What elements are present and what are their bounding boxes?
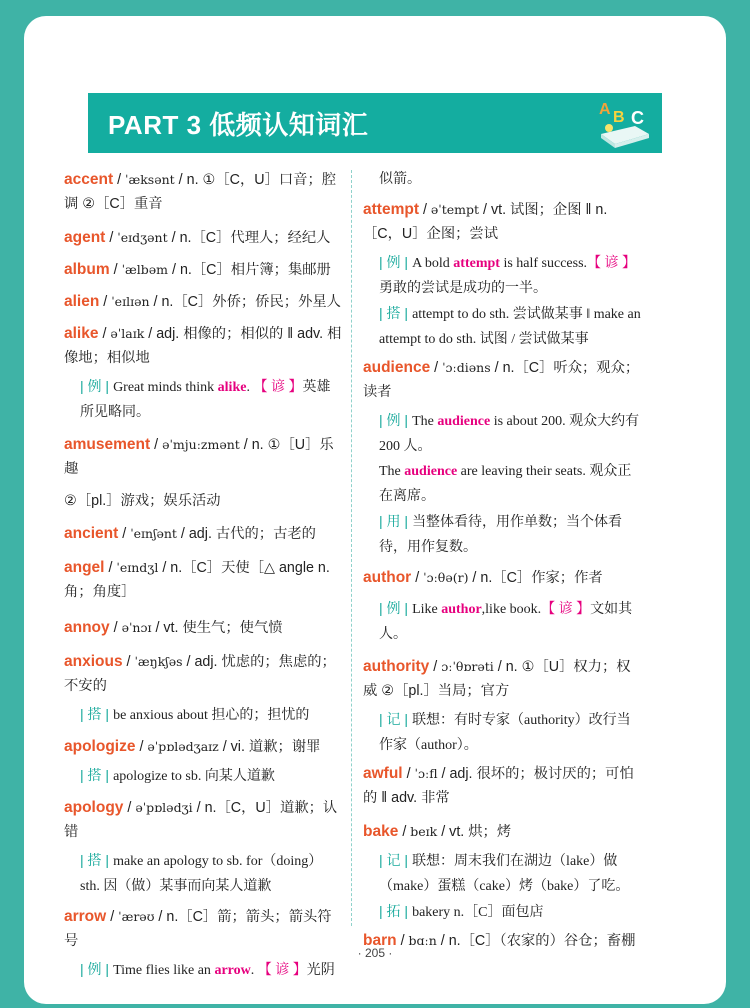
pronunciation: ɔːˈθɒrəti xyxy=(441,659,494,674)
collocation: | 搭 | be anxious about 担心的；担忧的 xyxy=(80,706,310,723)
svg-text:A: A xyxy=(599,101,611,118)
entry-attempt: attempt / əˈtempt / vt. 试图；企图 ‖ n.［C，U］企图；尝试 | 例 | A bold attempt is half success.【 谚 】勇敢的尝试是成功的一半。 | 搭 | attempt to do sth. 尝试做某事 ‖ make an attempt to do sth. 试图 / 尝试做某事 xyxy=(363,198,641,352)
definition: vi. 道歉；谢罪 xyxy=(230,739,321,755)
pronunciation: əˈpɒlədʒaɪz xyxy=(147,739,219,754)
collocation: | 搭 | apologize to sb. 向某人道歉 xyxy=(80,767,275,784)
definition: n.［C］代理人；经纪人 xyxy=(179,230,331,246)
definition: n.［C］作家；作者 xyxy=(480,570,603,586)
headword: anxious xyxy=(64,653,123,670)
pronunciation: əˈmjuːzmənt xyxy=(162,437,240,452)
example-2: The audience are leaving their seats. 观众正在离席。 xyxy=(379,464,632,504)
memory-note: | 记 | 联想：有时专家（authority）改行当作家（author）。 xyxy=(379,711,631,753)
definition: n.［C］（农家的）谷仓；畜棚 xyxy=(448,933,636,949)
definition: vt. 烘；烤 xyxy=(449,824,512,840)
headword: author xyxy=(363,569,412,586)
definition: n.［C］外侨；侨民；外星人 xyxy=(161,294,341,310)
headword: audience xyxy=(363,359,431,376)
example-tag: | 例 | xyxy=(80,378,110,394)
definition: adj. 相像的；相似的 ‖ adv. 相像地；相似地 xyxy=(64,326,342,366)
pronunciation: əˈnɔɪ xyxy=(121,620,152,635)
pronunciation: ˈærəʊ xyxy=(118,909,155,924)
definition: adj. 很坏的；极讨厌的；可怕的 ‖ adv. 非常 xyxy=(363,766,634,806)
right-column xyxy=(363,164,641,953)
example-tag: | 例 | xyxy=(379,254,409,270)
svg-text:C: C xyxy=(631,108,644,128)
collocation: | 搭 | make an apology to sb. for（doing）sth. 因（做）某事而向某人道歉 xyxy=(80,852,323,894)
definition: n. ①［U］权力；权威 ②［pl.］当局；官方 xyxy=(363,659,631,699)
entry-agent: agent / ˈeɪdʒənt / n.［C］代理人；经纪人 xyxy=(64,229,331,246)
definition: n. ①［U］乐趣 xyxy=(64,437,334,477)
pronunciation: ˈeɪnʃənt xyxy=(130,526,177,541)
example: | 例 | A bold attempt is half success.【 谚 】勇敢的尝试是成功的一半。 xyxy=(379,254,637,296)
abc-blocks-icon xyxy=(595,96,653,150)
pronunciation: ˈæŋkʃəs xyxy=(134,654,183,669)
example: | 例 | Great minds think alike. 【 谚 】英雄所见略同。 xyxy=(80,378,331,420)
entry-apologize: apologize / əˈpɒlədʒaɪz / vi. 道歉；谢罪 | 搭 | apologize to sb. 向某人道歉 xyxy=(64,735,342,789)
memory-note: | 记 | 联想：周末我们在湖边（lake）做（make）蛋糕（cake）烤（bake）了吃。 xyxy=(379,852,630,894)
extension-note: | 拓 | bakery n.［C］面包店 xyxy=(379,903,544,920)
definition: n.［C］相片簿；集邮册 xyxy=(179,262,331,278)
definition: n.［C］箭；箭头；箭头符号 xyxy=(64,909,332,949)
usage-tag: | 用 | xyxy=(379,513,409,529)
entry-author: author / ˈɔːθə(r) / n.［C］作家；作者 | 例 | Like author,like book.【 谚 】文如其人。 xyxy=(363,566,641,647)
entry-authority: authority / ɔːˈθɒrəti / n. ①［U］权力；权威 ②［pl.］当局；官方 | 记 | 联想：有时专家（authority）改行当作家（author）。 xyxy=(363,655,641,758)
headword: attempt xyxy=(363,201,419,218)
pronunciation: ˈɔːdiəns xyxy=(442,360,491,375)
definition: adj. 忧虑的；焦虑的；不安的 xyxy=(64,654,336,694)
entry-audience: audience / ˈɔːdiəns / n.［C］听众；观众；读者 | 例 | The audience is about 200. 观众大约有 200 人。 The audience are leaving their seats. 观众正在离席。 | 用 | 当整体看待，用作单数；当个体看待，用作复数。 xyxy=(363,356,641,560)
example: | 例 | The audience is about 200. 观众大约有 200 人。 xyxy=(379,412,640,454)
pronunciation: beɪk xyxy=(410,824,438,839)
proverb-tag: 【 谚 】 xyxy=(257,963,307,978)
headword: amusement xyxy=(64,436,151,453)
pronunciation: əˈpɒlədʒi xyxy=(135,800,193,815)
entry-amusement: amusement / əˈmjuːzmənt / n. ①［U］乐趣 ②［pl.］游戏；娱乐活动 xyxy=(64,433,342,513)
example: | 例 | Like author,like book.【 谚 】文如其人。 xyxy=(379,600,633,642)
page-number: · 205 · xyxy=(357,946,393,960)
headword: awful xyxy=(363,765,403,782)
section-banner xyxy=(88,93,662,153)
definition: n.［C］天使［△ angle n. 角；角度］ xyxy=(64,560,330,600)
headword: angel xyxy=(64,559,105,576)
entry-apology: apology / əˈpɒlədʒi / n.［C，U］道歉；认错 | 搭 | make an apology to sb. for（doing）sth. 因（做）某事而向某人道歉 xyxy=(64,796,342,899)
entry-anxious: anxious / ˈæŋkʃəs / adj. 忧虑的；焦虑的；不安的 | 搭 | be anxious about 担心的；担忧的 xyxy=(64,650,342,728)
headword: accent xyxy=(64,171,114,188)
headword: alike xyxy=(64,325,99,342)
memory-tag: | 记 | xyxy=(379,852,409,868)
entry-annoy: annoy / əˈnɔɪ / vt. 使生气；使气愤 xyxy=(64,619,283,636)
headword: bake xyxy=(363,823,399,840)
definition: n.［C］听众；观众；读者 xyxy=(363,360,640,400)
left-column xyxy=(64,164,342,983)
headword: apology xyxy=(64,799,124,816)
definition: n. ①［C，U］口音；腔调 ②［C］重音 xyxy=(64,172,337,212)
pronunciation: bɑːn xyxy=(408,933,437,948)
pronunciation: ˈɔːθə(r) xyxy=(423,570,469,585)
collocation-tag: | 搭 | xyxy=(80,706,110,722)
headword: annoy xyxy=(64,619,110,636)
usage-note: | 用 | 当整体看待，用作单数；当个体看待，用作复数。 xyxy=(379,513,623,555)
proverb-tag: 【 谚 】 xyxy=(253,380,303,395)
svg-text:B: B xyxy=(613,109,625,126)
definition: vt. 使生气；使气愤 xyxy=(163,620,283,636)
definition: n.［C，U］道歉；认错 xyxy=(64,800,338,840)
memory-tag: | 记 | xyxy=(379,711,409,727)
definition: adj. 古代的；古老的 xyxy=(188,526,316,542)
pronunciation: ˈeɪdʒənt xyxy=(117,230,168,245)
pronunciation: ˈælbəm xyxy=(121,262,169,277)
headword: album xyxy=(64,261,110,278)
entry-awful: awful / ˈɔːfl / adj. 很坏的；极讨厌的；可怕的 ‖ adv. 非常 xyxy=(363,765,634,806)
pronunciation: ˈæksənt xyxy=(125,172,175,187)
entry-ancient: ancient / ˈeɪnʃənt / adj. 古代的；古老的 xyxy=(64,525,316,542)
proverb-tag: 【 谚 】 xyxy=(587,256,637,271)
collocation-tag: | 搭 | xyxy=(80,852,110,868)
entry-alike: alike / əˈlaɪk / adj. 相像的；相似的 ‖ adv. 相像地；相似地 | 例 | Great minds think alike. 【 谚 】英雄所见略同。 xyxy=(64,322,342,425)
example-tag: | 例 | xyxy=(379,600,409,616)
headword: authority xyxy=(363,658,430,675)
entry-arrow: arrow / ˈærəʊ / n.［C］箭；箭头；箭头符号 | 例 | Time flies like an arrow. 【 谚 】光阴 xyxy=(64,905,342,983)
headword: ancient xyxy=(64,525,119,542)
entry-barn: barn / bɑːn / n.［C］（农家的）谷仓；畜棚 xyxy=(363,932,636,949)
headword: apologize xyxy=(64,738,136,755)
pronunciation: əˈtempt xyxy=(430,202,480,217)
definition-2: ②［pl.］游戏；娱乐活动 xyxy=(64,493,221,509)
headword: barn xyxy=(363,932,397,949)
example-tag: | 例 | xyxy=(379,412,409,428)
proverb-tag: 【 谚 】 xyxy=(541,602,591,617)
definition: vt. 试图；企图 ‖ n.［C，U］企图；尝试 xyxy=(363,202,608,242)
collocation: | 搭 | attempt to do sth. 尝试做某事 ‖ make an attempt to do sth. 试图 / 尝试做某事 xyxy=(379,305,641,347)
section-title: PART 3 低频认知词汇 xyxy=(108,110,369,140)
entry-bake: bake / beɪk / vt. 烘；烤 | 记 | 联想：周末我们在湖边（lake）做（make）蛋糕（cake）烤（bake）了吃。 | 拓 | bakery n.［C］面包店 xyxy=(363,820,641,925)
entry-accent: accent / ˈæksənt / n. ①［C，U］口音；腔调 ②［C］重音 xyxy=(64,171,337,212)
example-tag: | 例 | xyxy=(80,961,110,977)
headword: agent xyxy=(64,229,106,246)
pronunciation: ˈeɪndʒl xyxy=(116,560,159,575)
continued-text: 似箭。 xyxy=(379,172,421,187)
pronunciation: ˈɔːfl xyxy=(414,766,438,781)
entry-alien: alien / ˈeɪlɪən / n.［C］外侨；侨民；外星人 xyxy=(64,293,341,310)
pronunciation: ˈeɪlɪən xyxy=(111,294,150,309)
extension-tag: | 拓 | xyxy=(379,903,409,919)
collocation-tag: | 搭 | xyxy=(80,767,110,783)
entry-angel: angel / ˈeɪndʒl / n.［C］天使［△ angle n. 角；角度］ xyxy=(64,559,330,600)
example: | 例 | Time flies like an arrow. 【 谚 】光阴 xyxy=(80,961,335,978)
headword: arrow xyxy=(64,908,107,925)
pronunciation: əˈlaɪk xyxy=(110,326,145,341)
column-divider xyxy=(351,170,352,926)
headword: alien xyxy=(64,293,100,310)
entry-album: album / ˈælbəm / n.［C］相片簿；集邮册 xyxy=(64,261,331,278)
collocation-tag: | 搭 | xyxy=(379,305,409,321)
